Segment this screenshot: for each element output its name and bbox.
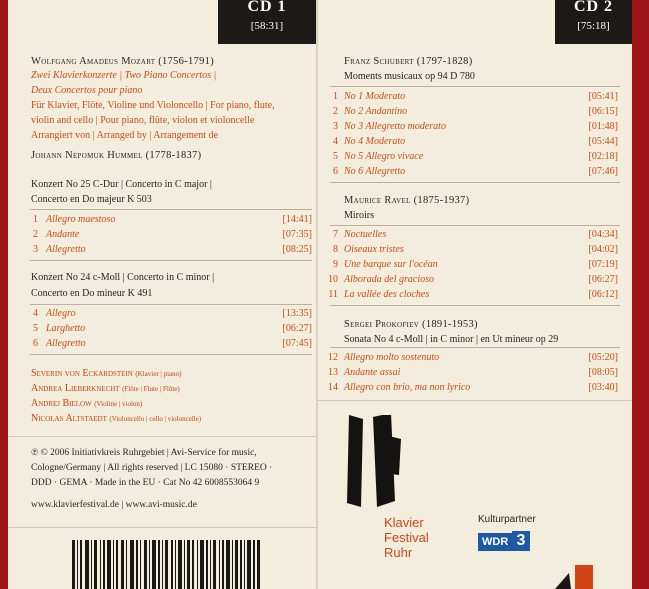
- divider: [30, 354, 312, 355]
- cd-back-cover: CD 1 [58:31] CD 2 [75:18] Wolfgang Amadeus Mozart (1756-1791) Zwei Klavierkonzerte | Two Piano Concertos | Deux Concertos pour piano Für Klavier, Flöte, Violine und Violoncello | For piano, flute, violin and cello | Pour piano, flûte, violon et violoncelle Arrangiert von | Arranged by | Arrangement de Johann Nepomuk Hummel (1778-1837) Konzert No 25 C-Dur | Concerto in C major | Concerto en Do majeur K 503 1 Allegro maestoso [14:41] 2 Andante [07:35] 3 Allegretto [08:25] Konzert No 24 c-Moll | Concerto in C minor | Concerto en Do mineur K 491 4 Allegro [13:35] 5 Larghetto [06:27] 6 Allegretto [07:45] Severin von Eckardstein (Klavier | piano) Andrea Lieberknecht (Flöte | Flute | Flûte) Andrej Bielow (Violine | violon) Nicolas Altstaedt (Violoncello | cello | violoncelle) ℗ © 2006 Initiativkreis Ruhrgebiet | Avi-Service for music, Cologne/Germany | All rights reserved | LC 15080 · STEREO · DDD · GEMA · Made in the EU · Cat No 42 6008553064 9 www.klavierfestival.de | www.avi-music.de Franz Schubert (1797-1828) Moments musicaux op 94 D 780 1 No 1 Moderato [05:41] 2 No 2 Andantino [06:15] 3 No 3 Allegretto moderato [01:48] 4 No 4 Moderato [05:44] 5 No 5 Allegro vivace [02:18] 6 No 6 Allegretto [07:46] Maurice Ravel (1875-1937) Miroirs 7 Noctuelles [04:34] 8 Oiseaux tristes [04:02] 9 Une barque sur l'océan [07:19] 10 Alborada del gracioso [06:27] 11 La vallée des cloches [06:12] Sergei Prokofiev (1891-1953) Sonata No 4 c-Moll | in C minor | en Ut mineur op 29 12 Allegro molto sostenuto [05:20] 13 Andante assai [08:05] 14 Allegro con brio, ma non lyrico [03:40] Klavier Festival Ruhr Kulturpartner WDR 3: [0, 0, 649, 589]
- divider: [30, 209, 312, 210]
- work1-title: Konzert No 25 C-Dur | Concerto in C major |: [31, 179, 212, 190]
- schubert-composer: Franz Schubert (1797-1828): [344, 56, 473, 67]
- cd2-header: [555, 0, 632, 44]
- column-divider: [316, 0, 318, 589]
- work1-subtitle: Concerto en Do majeur K 503: [31, 194, 152, 205]
- cd1-duration: [58:31]: [250, 20, 284, 32]
- title-line-2: Deux Concertos pour piano: [31, 85, 143, 96]
- wdr-number: 3: [512, 531, 530, 551]
- title-line-1: Zwei Klavierkonzerte | Two Piano Concertos |: [31, 70, 217, 81]
- arrangement-line-3: Arrangiert von | Arranged by | Arrangement de: [31, 130, 218, 141]
- divider: [330, 225, 620, 226]
- mozart-composer: Wolfgang Amadeus Mozart (1756-1791): [31, 56, 215, 67]
- copyright-line-2: Cologne/Germany | All rights reserved | LC 15080 · STEREO ·: [31, 463, 273, 473]
- performer: Severin von Eckardstein (Klavier | piano): [31, 368, 182, 379]
- arrangement-line-2: violin and cello | Pour piano, flûte, violon et violoncelle: [31, 115, 255, 126]
- festival-piano-icon: [343, 415, 413, 515]
- divider: [330, 86, 620, 87]
- divider: [330, 347, 620, 348]
- divider: [330, 182, 620, 183]
- ravel-work: Miroirs: [344, 210, 374, 221]
- cd1-label: CD 1: [247, 0, 287, 15]
- festival-logo: Klavier Festival Ruhr: [384, 515, 429, 560]
- divider: [330, 305, 620, 306]
- performer: Nicolas Altstaedt (Violoncello | cello | violoncelle): [31, 413, 202, 424]
- divider: [316, 400, 632, 401]
- corner-graphic: [555, 565, 632, 589]
- cd2-label: CD 2: [573, 0, 614, 15]
- copyright-line-1: ℗ © 2006 Initiativkreis Ruhrgebiet | Avi-Service for music,: [31, 448, 257, 458]
- prokofiev-composer: Sergei Prokofiev (1891-1953): [344, 319, 478, 330]
- arrangement-line-1: Für Klavier, Flöte, Violine und Violoncello | For piano, flute,: [31, 100, 275, 111]
- divider: [8, 527, 316, 528]
- cd2-duration: [75:18]: [577, 20, 610, 32]
- ravel-composer: Maurice Ravel (1875-1937): [344, 195, 470, 206]
- work2-subtitle: Concerto en Do mineur K 491: [31, 288, 153, 299]
- cd1-header: [218, 0, 316, 44]
- prokofiev-work: Sonata No 4 c-Moll | in C minor | en Ut mineur op 29: [344, 334, 559, 345]
- schubert-work: Moments musicaux op 94 D 780: [344, 71, 475, 82]
- wdr-logo: WDR: [478, 533, 512, 551]
- divider: [30, 260, 312, 261]
- divider: [30, 304, 312, 305]
- work2-title: Konzert No 24 c-Moll | Concerto in C minor |: [31, 272, 215, 283]
- website-urls: www.klavierfestival.de | www.avi-music.de: [31, 500, 197, 510]
- barcode-graphic: [72, 540, 262, 589]
- performer: Andrea Lieberknecht (Flöte | Flute | Flûte): [31, 383, 180, 394]
- performer: Andrej Bielow (Violine | violon): [31, 398, 143, 409]
- copyright-line-3: DDD · GEMA · Made in the EU · Cat No 42 6008553064 9: [31, 478, 260, 488]
- divider: [8, 436, 316, 437]
- partner-label: Kulturpartner: [478, 514, 536, 525]
- hummel-arranger: Johann Nepomuk Hummel (1778-1837): [31, 150, 202, 161]
